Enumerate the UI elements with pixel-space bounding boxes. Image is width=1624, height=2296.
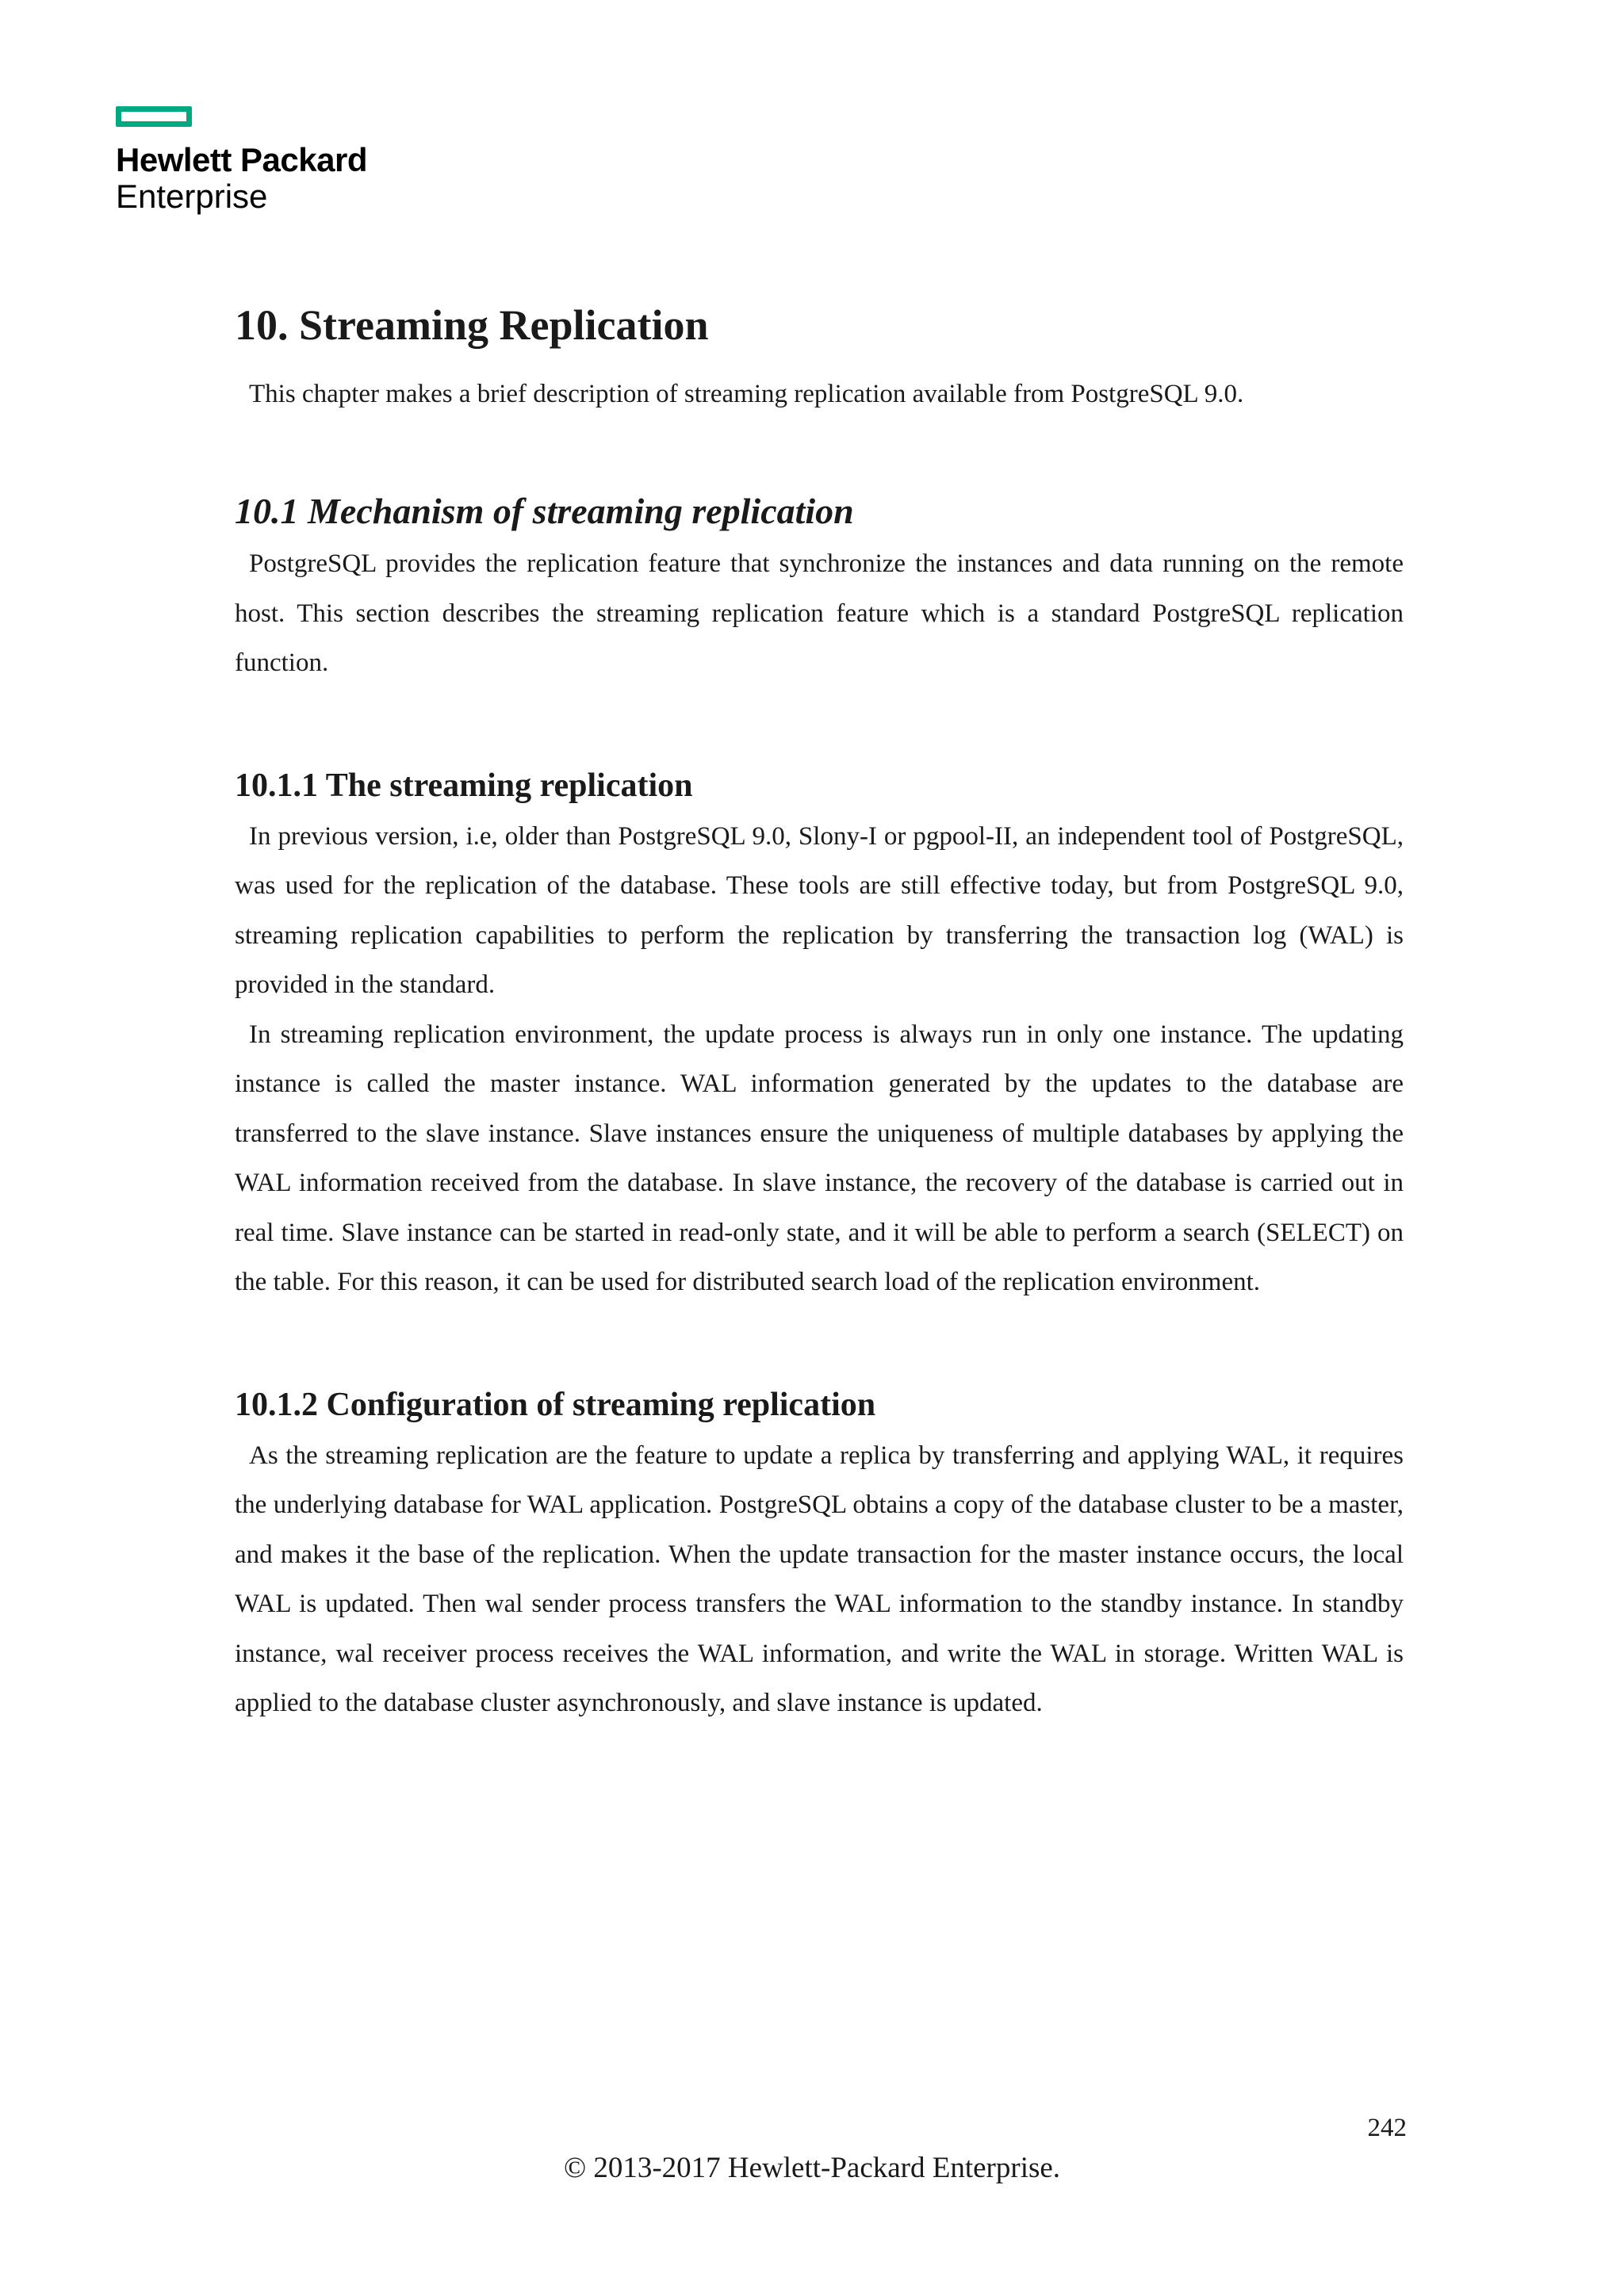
section-10-1-1-paragraph-2: In streaming replication environment, the update process is always run in only one instance. The updating instance is called the master instance. WAL information generated by the updates to the database are transferred to the slave instance. Slave instances ensure the uniqueness of multiple databases by applying the WAL information received from the database. In slave instance, the recovery of the database is carried out in real time. Slave instance can be started in read-only state, and it will be able to perform a search (SELECT) on the table. For this reason, it can be used for distributed search load of the replication environment. [235, 1020, 1404, 1296]
logo-text-line1: Hewlett Packard [116, 141, 367, 178]
section-10-1-1-paragraph-1: In previous version, i.e, older than PostgreSQL 9.0, Slony-I or pgpool-II, an independent tool of PostgreSQL, was used for the replication of the database. These tools are still effective today, but from PostgreSQL 9.0, streaming replication capabilities to perform the replication by transferring the transaction log (WAL) is provided in the standard. [235, 821, 1404, 999]
section-10-1-1-title: 10.1.1 The streaming replication [235, 767, 693, 804]
section-10-1-title: 10.1 Mechanism of streaming replication [235, 491, 854, 531]
chapter-title: 10. Streaming Replication [235, 301, 709, 349]
document-body [235, 293, 1404, 1728]
logo-rectangle-icon [116, 106, 192, 127]
chapter-intro: This chapter makes a brief description of streaming replication available from PostgreSQL 9.0. [249, 380, 1244, 408]
section-10-1-2-paragraph: As the streaming replication are the feature to update a replica by transferring and applying WAL, it requires the underlying database for WAL application. PostgreSQL obtains a copy of the database cluster to be a master, and makes it the base of the replication. When the update transaction for the master instance occurs, the local WAL is updated. Then wal sender process transfers the WAL information to the standby instance. In standby instance, wal receiver process receives the WAL information, and write the WAL in storage. Written WAL is applied to the database cluster asynchronously, and slave instance is updated. [235, 1441, 1404, 1717]
logo-text-line2: Enterprise [116, 178, 268, 215]
page-number: 242 [1367, 2114, 1407, 2142]
section-10-1-2-title: 10.1.2 Configuration of streaming replication [235, 1386, 876, 1423]
company-logo [116, 106, 449, 216]
copyright-footer: © 2013-2017 Hewlett-Packard Enterprise. [563, 2152, 1061, 2184]
section-10-1-paragraph: PostgreSQL provides the replication feature that synchronize the instances and data running on the remote host. This section describes the streaming replication feature which is a standard PostgreSQL replication function. [235, 549, 1404, 677]
